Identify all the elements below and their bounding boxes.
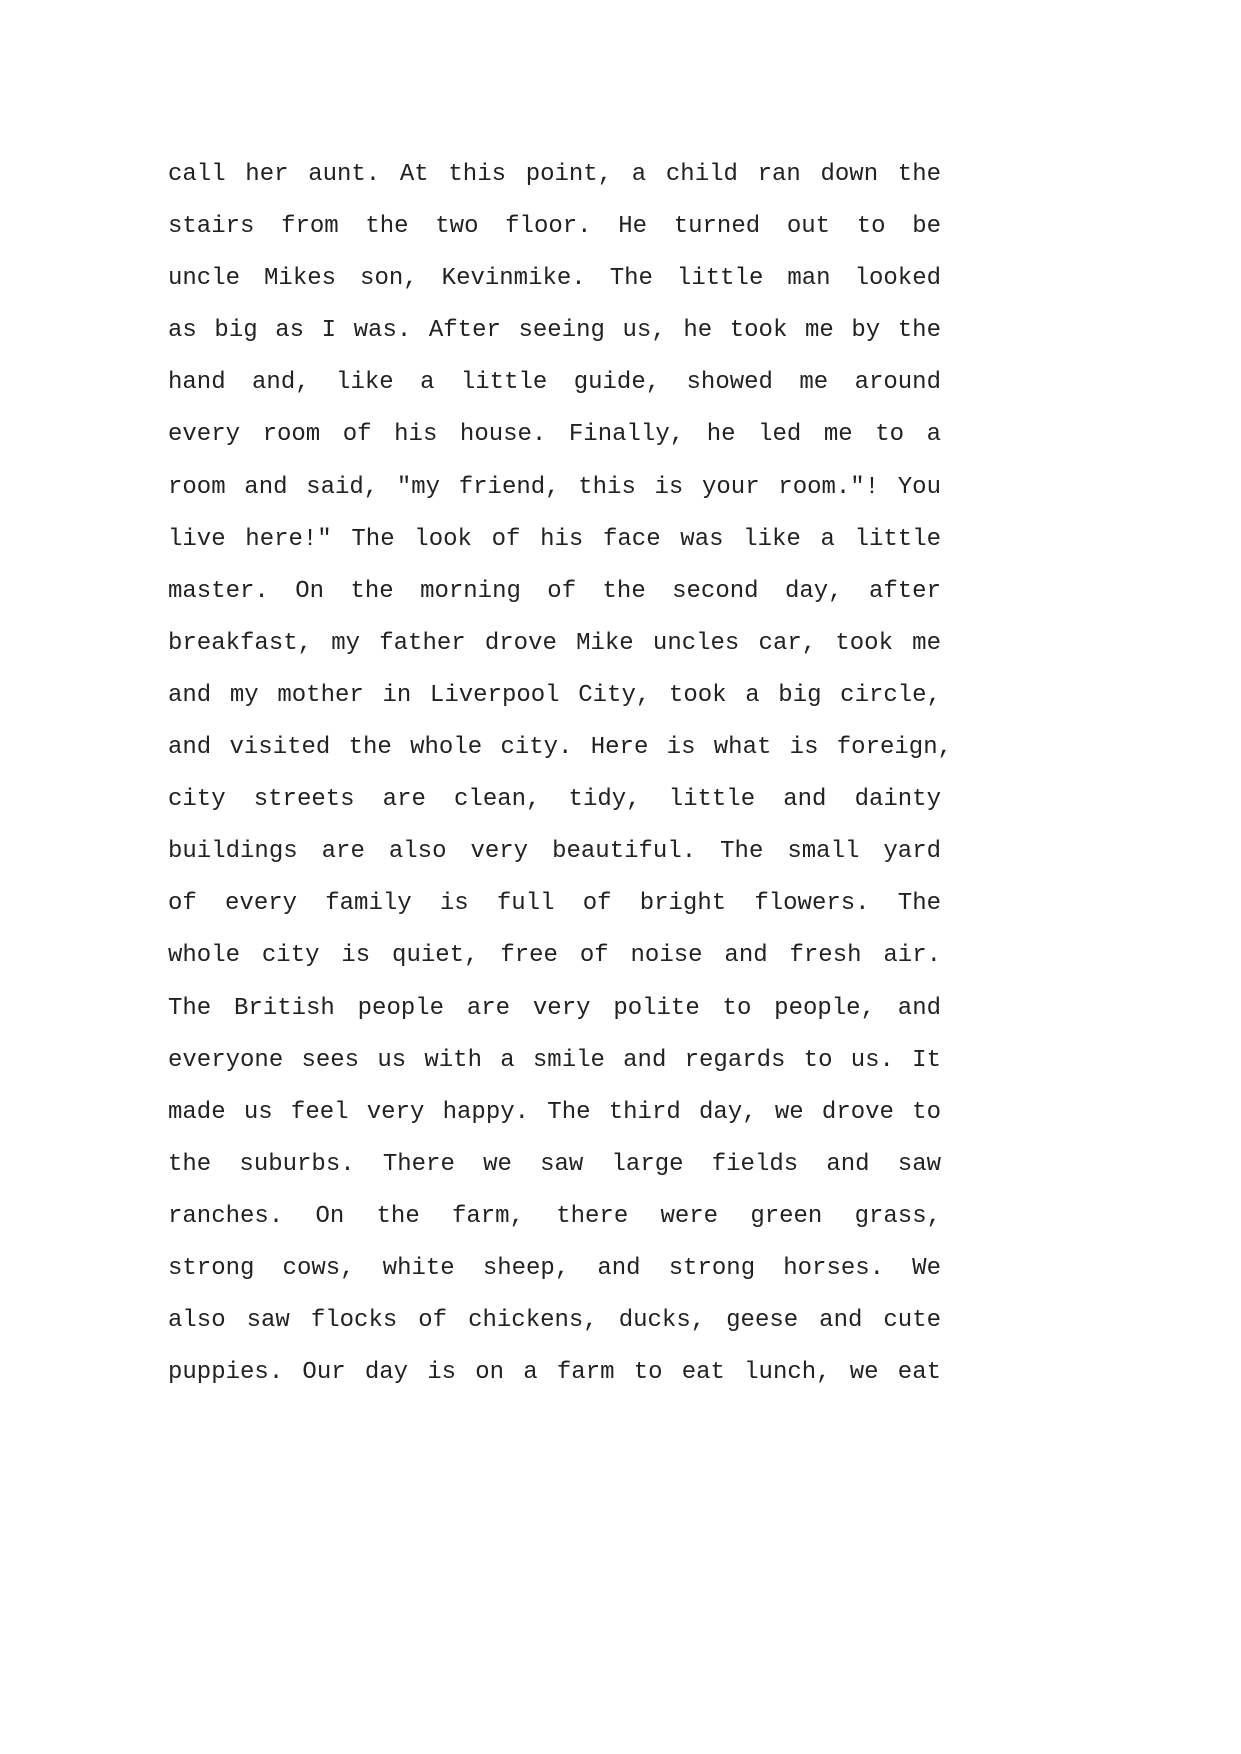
text-line: The British people are very polite to people, and <box>168 994 941 1022</box>
text-line: puppies. Our day is on a farm to eat lunch, we eat <box>168 1359 941 1387</box>
text-line: and my mother in Liverpool City, took a big circle, <box>168 681 941 709</box>
text-line: ranches. On the farm, there were green grass, <box>168 1202 941 1230</box>
text-line: made us feel very happy. The third day, we drove to <box>168 1098 941 1126</box>
text-line: call her aunt. At this point, a child ran down the <box>168 161 941 188</box>
text-line: the suburbs. There we saw large fields and saw <box>168 1150 941 1178</box>
text-line: hand and, like a little guide, showed me around <box>168 369 941 397</box>
text-line: master. On the morning of the second day, after <box>168 577 941 605</box>
text-line: and visited the whole city. Here is what is foreign, <box>168 734 952 762</box>
text-line: breakfast, my father drove Mike uncles car, took me <box>168 629 941 657</box>
text-line: every room of his house. Finally, he led me to a <box>168 421 941 449</box>
text-line: uncle Mikes son, Kevinmike. The little man looked <box>168 265 941 293</box>
text-line: everyone sees us with a smile and regards to us. It <box>168 1046 941 1074</box>
text-line: live here!" The look of his face was like a little <box>168 525 941 553</box>
text-line: buildings are also very beautiful. The small yard <box>168 838 941 866</box>
text-line: room and said, "my friend, this is your room."! You <box>168 473 941 501</box>
document-body <box>168 149 952 1399</box>
text-line: of every family is full of bright flowers. The <box>168 890 941 918</box>
text-line: whole city is quiet, free of noise and fresh air. <box>168 942 941 970</box>
text-line: stairs from the two floor. He turned out to be <box>168 213 941 241</box>
text-line: as big as I was. After seeing us, he took me by the <box>168 317 941 345</box>
text-line: city streets are clean, tidy, little and dainty <box>168 786 941 814</box>
text-line: strong cows, white sheep, and strong horses. We <box>168 1254 941 1282</box>
text-line: also saw flocks of chickens, ducks, geese and cute <box>168 1307 941 1335</box>
